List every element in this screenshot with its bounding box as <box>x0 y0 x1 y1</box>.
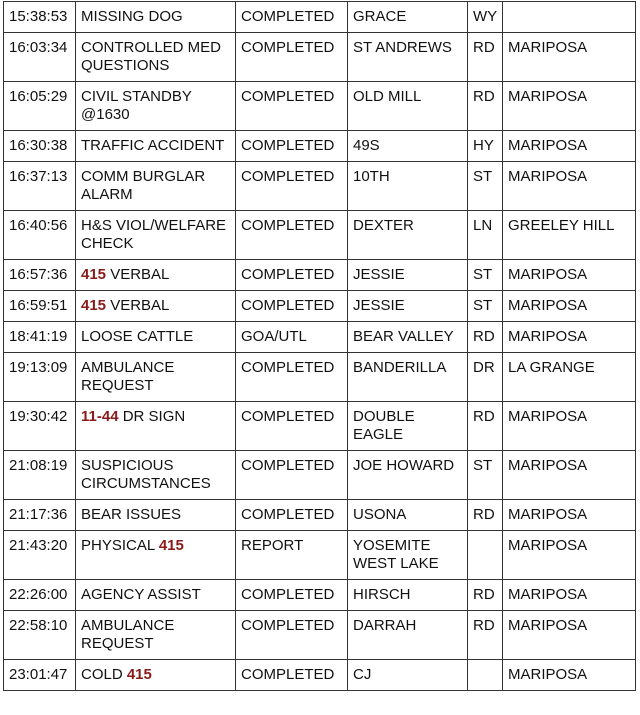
call-type-text: LOOSE CATTLE <box>81 328 194 345</box>
disposition-cell: COMPLETED <box>236 402 348 451</box>
call-type-text: H&S VIOL/WELFARE CHECK <box>81 217 227 252</box>
street-cell: CJ <box>348 660 468 691</box>
street-cell: GRACE <box>348 2 468 33</box>
call-type-cell <box>76 211 236 260</box>
disposition-cell: REPORT <box>236 531 348 580</box>
call-type-cell <box>76 580 236 611</box>
street-suffix-cell: LN <box>468 211 503 260</box>
call-type-text: SUSPICIOUS CIRCUMSTANCES <box>81 457 211 492</box>
call-code: 415 <box>158 537 184 554</box>
table-row <box>4 451 636 500</box>
table-row <box>4 353 636 402</box>
table-row <box>4 131 636 162</box>
street-suffix-cell: RD <box>468 611 503 660</box>
street-suffix-cell <box>468 531 503 580</box>
city-cell: MARIPOSA <box>503 531 636 580</box>
call-code: 11-44 <box>81 408 119 425</box>
time-cell: 16:05:29 <box>4 82 76 131</box>
street-cell: OLD MILL <box>348 82 468 131</box>
street-cell: USONA <box>348 500 468 531</box>
street-cell: ST ANDREWS <box>348 33 468 82</box>
call-type-text: TRAFFIC ACCIDENT <box>81 137 225 154</box>
call-type-cell <box>76 451 236 500</box>
call-type-cell <box>76 500 236 531</box>
street-cell: DOUBLE EAGLE <box>348 402 468 451</box>
disposition-cell: COMPLETED <box>236 500 348 531</box>
disposition-cell: COMPLETED <box>236 211 348 260</box>
call-type-cell <box>76 162 236 211</box>
disposition-cell: GOA/UTL <box>236 322 348 353</box>
street-cell: 49S <box>348 131 468 162</box>
call-type-text: AMBULANCE REQUEST <box>81 359 175 394</box>
street-cell: JESSIE <box>348 291 468 322</box>
table-row <box>4 531 636 580</box>
table-row <box>4 322 636 353</box>
time-cell: 19:30:42 <box>4 402 76 451</box>
city-cell: MARIPOSA <box>503 611 636 660</box>
street-cell: JESSIE <box>348 260 468 291</box>
street-suffix-cell: WY <box>468 2 503 33</box>
city-cell: MARIPOSA <box>503 451 636 500</box>
time-cell: 16:40:56 <box>4 211 76 260</box>
time-cell: 16:30:38 <box>4 131 76 162</box>
table-row <box>4 291 636 322</box>
street-suffix-cell: RD <box>468 82 503 131</box>
call-type-cell <box>76 611 236 660</box>
call-type-text: CONTROLLED MED QUESTIONS <box>81 39 222 74</box>
call-type-cell <box>76 82 236 131</box>
time-cell: 16:59:51 <box>4 291 76 322</box>
disposition-cell: COMPLETED <box>236 291 348 322</box>
call-code: 415 <box>81 266 107 283</box>
city-cell: MARIPOSA <box>503 580 636 611</box>
call-code: 415 <box>81 297 107 314</box>
disposition-cell: COMPLETED <box>236 451 348 500</box>
call-log-table <box>3 1 636 691</box>
city-cell: MARIPOSA <box>503 162 636 211</box>
call-type-text: MISSING DOG <box>81 8 183 25</box>
call-type-text: CIVIL STANDBY @1630 <box>81 88 192 123</box>
city-cell: MARIPOSA <box>503 660 636 691</box>
call-type-text: AGENCY ASSIST <box>81 586 201 603</box>
city-cell: MARIPOSA <box>503 291 636 322</box>
disposition-cell: COMPLETED <box>236 353 348 402</box>
street-suffix-cell: ST <box>468 291 503 322</box>
call-log-body <box>4 2 636 691</box>
city-cell: MARIPOSA <box>503 33 636 82</box>
call-type-text: COLD <box>81 666 127 683</box>
street-suffix-cell: RD <box>468 402 503 451</box>
street-cell: DEXTER <box>348 211 468 260</box>
time-cell: 15:38:53 <box>4 2 76 33</box>
disposition-cell: COMPLETED <box>236 162 348 211</box>
street-suffix-cell: ST <box>468 260 503 291</box>
street-suffix-cell <box>468 660 503 691</box>
call-type-cell <box>76 260 236 291</box>
call-type-cell <box>76 531 236 580</box>
call-type-text: DR SIGN <box>118 408 186 425</box>
street-cell: BEAR VALLEY <box>348 322 468 353</box>
time-cell: 22:58:10 <box>4 611 76 660</box>
street-cell: DARRAH <box>348 611 468 660</box>
time-cell: 19:13:09 <box>4 353 76 402</box>
time-cell: 16:57:36 <box>4 260 76 291</box>
city-cell: MARIPOSA <box>503 402 636 451</box>
table-row <box>4 82 636 131</box>
disposition-cell: COMPLETED <box>236 611 348 660</box>
table-row <box>4 162 636 211</box>
city-cell: MARIPOSA <box>503 260 636 291</box>
street-cell: JOE HOWARD <box>348 451 468 500</box>
table-row <box>4 660 636 691</box>
call-type-text: BEAR ISSUES <box>81 506 182 523</box>
street-suffix-cell: RD <box>468 580 503 611</box>
call-type-cell <box>76 291 236 322</box>
table-row <box>4 33 636 82</box>
street-suffix-cell: ST <box>468 451 503 500</box>
call-type-cell <box>76 131 236 162</box>
table-row <box>4 2 636 33</box>
call-type-text: VERBAL <box>106 297 170 314</box>
call-type-cell <box>76 402 236 451</box>
disposition-cell: COMPLETED <box>236 580 348 611</box>
table-row <box>4 580 636 611</box>
disposition-cell: COMPLETED <box>236 260 348 291</box>
street-suffix-cell: RD <box>468 33 503 82</box>
city-cell: LA GRANGE <box>503 353 636 402</box>
time-cell: 23:01:47 <box>4 660 76 691</box>
street-cell: BANDERILLA <box>348 353 468 402</box>
city-cell <box>503 2 636 33</box>
table-row <box>4 260 636 291</box>
street-cell: HIRSCH <box>348 580 468 611</box>
call-type-cell <box>76 322 236 353</box>
call-type-cell <box>76 353 236 402</box>
disposition-cell: COMPLETED <box>236 33 348 82</box>
call-code: 415 <box>126 666 152 683</box>
table-row <box>4 500 636 531</box>
time-cell: 18:41:19 <box>4 322 76 353</box>
city-cell: MARIPOSA <box>503 131 636 162</box>
call-type-text: COMM BURGLAR ALARM <box>81 168 206 203</box>
disposition-cell: COMPLETED <box>236 82 348 131</box>
table-row <box>4 211 636 260</box>
call-type-text: VERBAL <box>106 266 170 283</box>
time-cell: 16:37:13 <box>4 162 76 211</box>
time-cell: 21:43:20 <box>4 531 76 580</box>
time-cell: 22:26:00 <box>4 580 76 611</box>
table-row <box>4 611 636 660</box>
table-row <box>4 402 636 451</box>
disposition-cell: COMPLETED <box>236 660 348 691</box>
street-suffix-cell: ST <box>468 162 503 211</box>
city-cell: MARIPOSA <box>503 322 636 353</box>
city-cell: MARIPOSA <box>503 500 636 531</box>
street-suffix-cell: RD <box>468 500 503 531</box>
call-type-cell <box>76 660 236 691</box>
city-cell: MARIPOSA <box>503 82 636 131</box>
street-cell: 10TH <box>348 162 468 211</box>
call-type-cell <box>76 33 236 82</box>
call-type-text: PHYSICAL <box>81 537 159 554</box>
street-suffix-cell: DR <box>468 353 503 402</box>
disposition-cell: COMPLETED <box>236 2 348 33</box>
disposition-cell: COMPLETED <box>236 131 348 162</box>
street-suffix-cell: RD <box>468 322 503 353</box>
street-cell: YOSEMITE WEST LAKE <box>348 531 468 580</box>
city-cell: GREELEY HILL <box>503 211 636 260</box>
call-type-text: AMBULANCE REQUEST <box>81 617 175 652</box>
street-suffix-cell: HY <box>468 131 503 162</box>
call-type-cell <box>76 2 236 33</box>
time-cell: 16:03:34 <box>4 33 76 82</box>
time-cell: 21:17:36 <box>4 500 76 531</box>
time-cell: 21:08:19 <box>4 451 76 500</box>
